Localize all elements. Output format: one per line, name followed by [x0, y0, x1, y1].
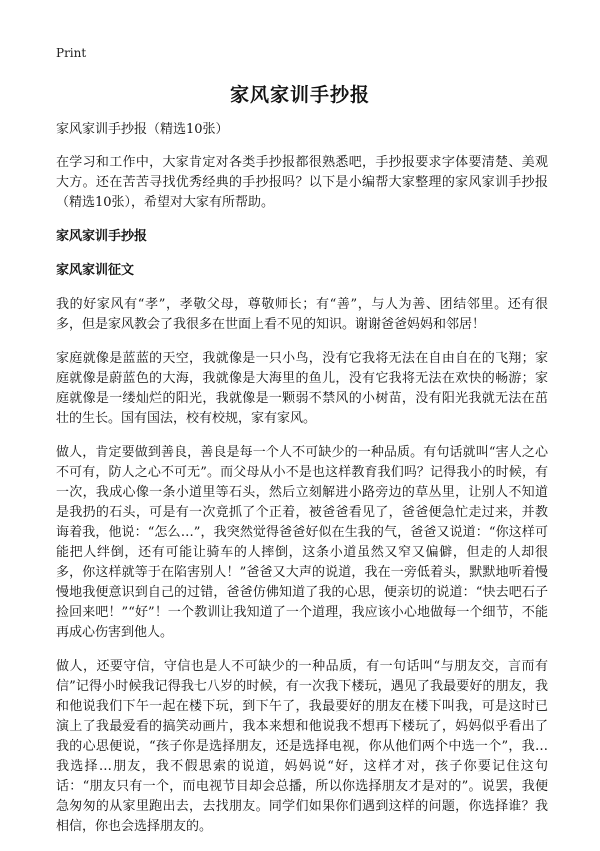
page-title: 家风家训手抄报 [229, 84, 370, 106]
body-paragraph: 做人，还要守信，守信也是人不可缺少的一种品质，有一句话叫“与朋友交，言而有信”记得小时候我记得我七八岁的时候，有一次我下楼玩，遇见了我最要好的朋友，我和他说我们下午一起在楼下玩，到下午了，我最要好的朋友在楼下叫我，可是这时已演上了我最爱看的搞笑动画片，我本来想和他说我不想再下楼玩了，妈妈似乎看出了我的心思便说，“孩子你是选择朋友，还是选择电视，你从他们两个中选一个”，我…我选择…朋友，我不假思索的说道，妈妈说“好，这样才对，孩子你要记住这句话：“朋友只有一个，而电视节目却会总播，所以你选择朋友才是对的”。说罢，我便急匆匆的从家里跑出去，去找朋友。同学们如果你们遇到这样的问题，你选择谁？我相信，你也会选择朋友的。 [56, 659, 548, 834]
body-paragraph: 做人，肯定要做到善良，善良是每一个人不可缺少的一种品质。有句话就叫“害人之心不可有，防人之心不可无”。而父母从小不是也这样教育我们吗？记得我小的时候，有一次，我成心像一条小道里等石头，然后立刻解进小路旁边的草丛里，让别人不知道是我扔的石头，可是有一次竟抓了个正着，被爸爸看见了，爸爸便急忙走过来，并教诲着我，他说：“怎么…”，我突然觉得爸爸好似在生我的气，爸爸又说道：“你这样可能把人绊倒，还有可能让骑车的人摔倒，这条小道虽然又窄又偏僻，但走的人却很多，你这样就等于在陷害别人！”爸爸又大声的说道，我在一旁低着头，默默地听着慢慢地我便意识到自己的过错，爸爸仿佛知道了我的心思，便亲切的说道：“快去吧石子捡回来吧！”“好”！一个教训让我知道了一个道理，我应该小心地做每一个细节，不能再成心伤害到他人。 [56, 445, 548, 640]
article-subtitle: 家风家训手抄报（精选10张） [56, 122, 229, 137]
article-body [56, 120, 548, 851]
intro-paragraph: 在学习和工作中，大家肯定对各类手抄报都很熟悉吧，手抄报要求字体要清楚、美观大方。还在苦苦寻找优秀经典的手抄报吗？以下是小编帮大家整理的家风家训手抄报（精选10张），希望对大家有所帮助。 [56, 155, 548, 210]
print-link[interactable]: Print [56, 46, 87, 60]
body-paragraph: 家庭就像是蓝蓝的天空，我就像是一只小鸟，没有它我将无法在自由自在的飞翔；家庭就像是蔚蓝色的大海，我就像是大海里的鱼儿，没有它我将无法在欢快的畅游；家庭就像是一缕灿烂的阳光，我就像是一颗弱不禁风的小树苗，没有阳光我就无法在茁壮的生长。国有国法，校有校规，家有家风。 [56, 351, 548, 426]
section-heading: 家风家训手抄报 [56, 229, 148, 244]
section-subheading: 家风家训征文 [56, 263, 135, 278]
body-paragraph: 我的好家风有“孝”，孝敬父母，尊敬师长；有“善”，与人为善、团结邻里。还有很多，但是家风教会了我很多在世面上看不见的知识。谢谢爸爸妈妈和邻居！ [56, 297, 548, 332]
